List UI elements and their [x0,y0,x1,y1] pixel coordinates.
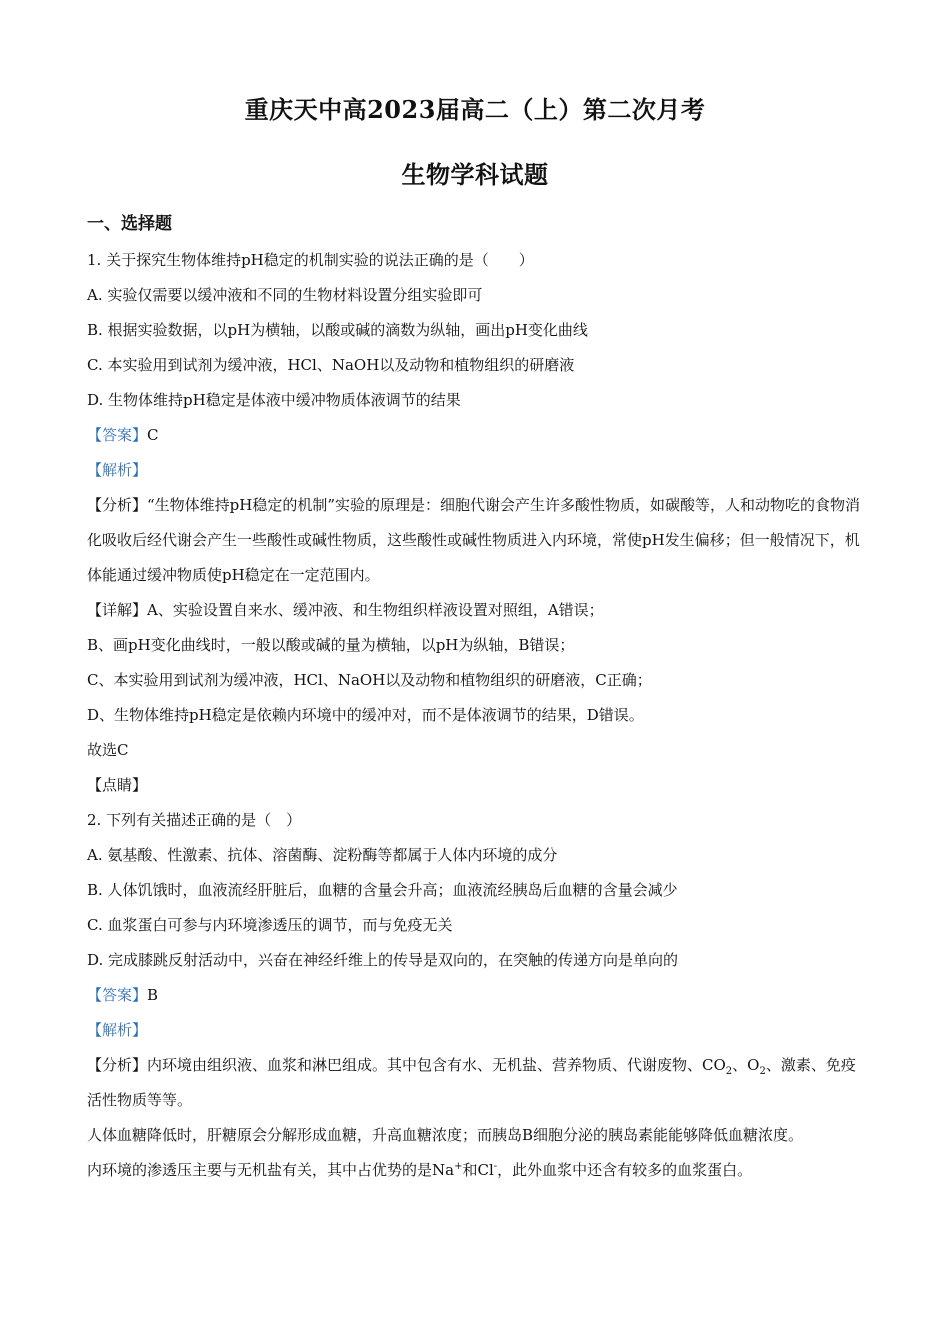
subscript: 2 [725,1066,733,1077]
q1-conclusion: 故选C [87,741,129,759]
q1-fenxi [87,488,862,593]
q2-option-a: A. 氨基酸、性激素、抗体、溶菌酶、淀粉酶等都属于人体内环境的成分 [87,846,558,864]
fenxi-text-b: 、O [732,1056,760,1074]
xiangjie-tag: 【详解】 [87,601,148,619]
q2-analysis-tag: 【解析】 [87,1021,148,1039]
q1-option-a: A. 实验仅需要以缓冲液和不同的生物材料设置分组实验即可 [87,286,483,304]
para3-text-a: 内环境的渗透压主要与无机盐有关，其中占优势的是Na [87,1161,455,1179]
answer-tag: 【答案】 [87,986,148,1004]
q1-xiangjie-d: D、生物体维持pH稳定是依赖内环境中的缓冲对，而不是体液调节的结果，D错误。 [87,706,644,724]
q1-dianjing: 【点睛】 [87,776,148,794]
page-title: 重庆天中高2023届高二（上）第二次月考 [244,95,706,124]
answer-value: C [147,426,159,444]
q1-option-d: D. 生物体维持pH稳定是体液中缓冲物质体液调节的结果 [87,391,461,409]
q2-para-3 [87,1153,862,1188]
q1-analysis-tag: 【解析】 [87,461,148,479]
q1-xiangjie-b: B、画pH变化曲线时，一般以酸或碱的量为横轴，以pH为纵轴，B错误； [87,636,575,654]
document-body [87,243,862,1188]
q1-option-b: B. 根据实验数据，以pH为横轴，以酸或碱的滴数为纵轴，画出pH变化曲线 [87,321,588,339]
q1-answer [87,418,862,453]
superscript: + [454,1161,463,1172]
answer-value: B [147,986,159,1004]
section-heading: 一、选择题 [87,214,172,234]
fenxi-text: “生物体维持pH稳定的机制”实验的原理是：细胞代谢会产生许多酸性物质，如碳酸等，人和动物吃的食物消化吸收后经代谢会产生一些酸性或碱性物质，这些酸性或碱性物质进入内环境，常使pH发生偏移；但一般情况下，机体能通过缓冲物质使pH稳定在一定范围内。 [87,496,861,584]
fenxi-tag: 【分析】 [87,1056,148,1074]
q1-option-c: C. 本实验用到试剂为缓冲液，HCl、NaOH以及动物和植物组织的研磨液 [87,356,575,374]
q1-stem: 1. 关于探究生物体维持pH稳定的机制实验的说法正确的是（ ） [87,251,534,269]
para3-text-c: ，此外血浆中还含有较多的血浆蛋白。 [497,1161,753,1179]
superscript: - [493,1161,498,1172]
q2-option-b: B. 人体饥饿时，血液流经肝脏后，血糖的含量会升高；血液流经胰岛后血糖的含量会减少 [87,881,678,899]
para3-text-b: 和Cl [462,1161,494,1179]
q2-fenxi [87,1048,862,1118]
fenxi-text-c: 、激素、免疫活性物质等等。 [87,1056,856,1109]
q2-stem: 2. 下列有关描述正确的是（ ） [87,811,302,829]
q2-para-2: 人体血糖降低时，肝糖原会分解形成血糖，升高血糖浓度；而胰岛B细胞分泌的胰岛素能能够降低血糖浓度。 [87,1126,804,1144]
q1-xiangjie-c: C、本实验用到试剂为缓冲液，HCl、NaOH以及动物和植物组织的研磨液，C正确； [87,671,652,689]
fenxi-text-a: 内环境由组织液、血浆和淋巴组成。其中包含有水、无机盐、营养物质、代谢废物、CO [147,1056,726,1074]
q1-xiangjie-a [87,593,862,628]
xiangjie-line: A、实验设置自来水、缓冲液、和生物组织样液设置对照组，A错误； [147,601,604,619]
page-subtitle: 生物学科试题 [401,160,549,189]
q2-answer [87,978,862,1013]
subscript: 2 [759,1066,766,1077]
answer-tag: 【答案】 [87,426,148,444]
fenxi-tag: 【分析】 [87,496,148,514]
q2-option-d: D. 完成膝跳反射活动中，兴奋在神经纤维上的传导是双向的，在突触的传递方向是单向的 [87,951,679,969]
q2-option-c: C. 血浆蛋白可参与内环境渗透压的调节，而与免疫无关 [87,916,453,934]
